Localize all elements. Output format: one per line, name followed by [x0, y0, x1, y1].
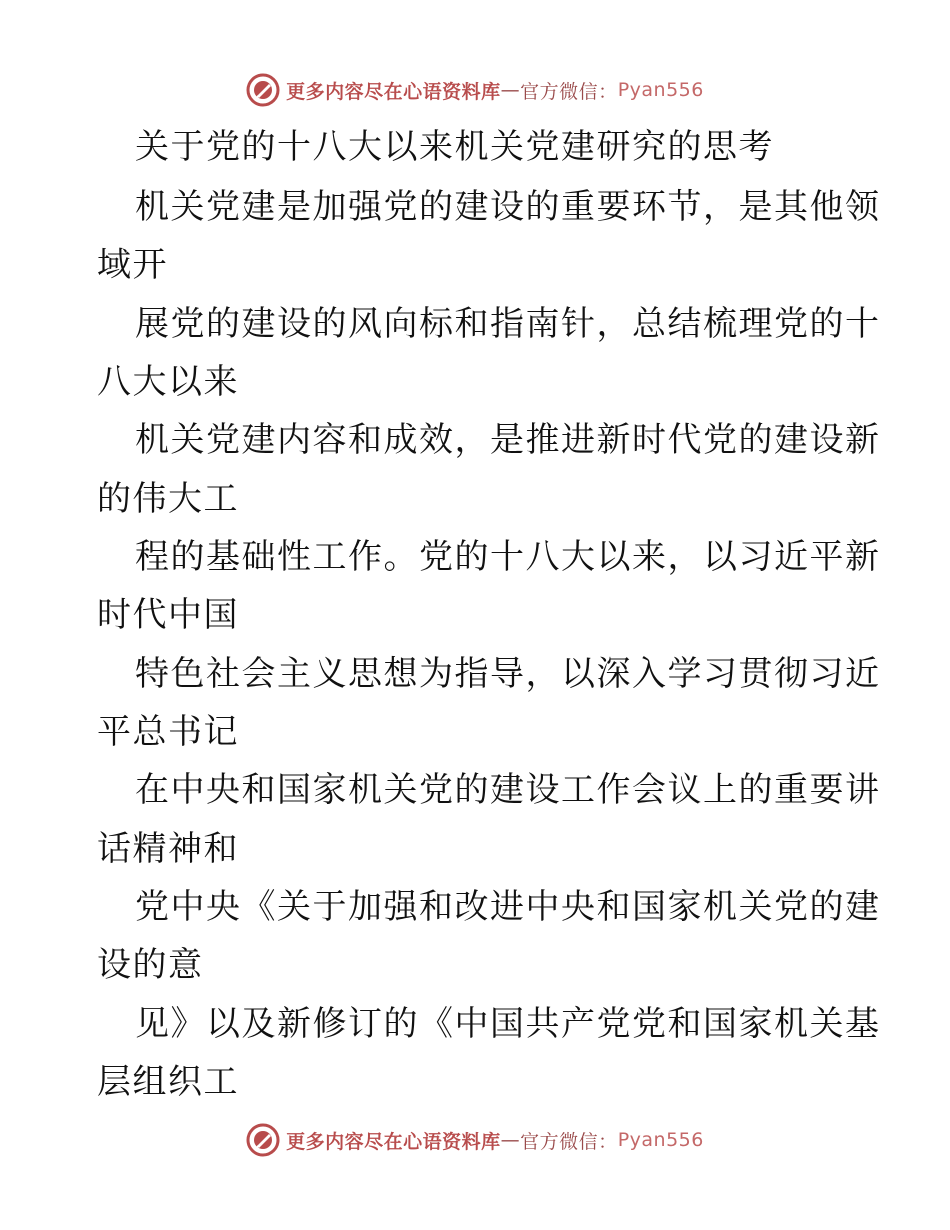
document-title: 关于党的十八大以来机关党建研究的思考	[135, 127, 774, 167]
banner-dash: —	[500, 79, 521, 101]
banner-wechat-label: 官方微信：	[520, 80, 618, 103]
pen-logo-icon	[246, 1123, 280, 1157]
paragraph-line: 话精神和	[97, 829, 239, 869]
paragraph-line: 域开	[97, 245, 168, 285]
paragraph-line: 八大以来	[97, 362, 239, 402]
banner-wechat-id: Pyan556	[617, 79, 704, 101]
paragraph-line: 层组织工	[97, 1062, 239, 1102]
paragraph-line: 的伟大工	[97, 479, 239, 519]
header-watermark-banner	[0, 70, 950, 110]
paragraph-line: 党中央《关于加强和改进中央和国家机关党的建	[135, 887, 881, 927]
banner-dash: —	[500, 1129, 521, 1151]
paragraph-line: 特色社会主义思想为指导，以深入学习贯彻习近	[135, 654, 881, 694]
paragraph-line: 程的基础性工作。党的十八大以来，以习近平新	[135, 537, 881, 577]
paragraph-line: 设的意	[97, 945, 204, 985]
paragraph-line: 见》以及新修订的《中国共产党党和国家机关基	[135, 1004, 881, 1044]
paragraph-line: 机关党建内容和成效，是推进新时代党的建设新	[135, 420, 881, 460]
banner-wechat-label: 官方微信：	[520, 1130, 618, 1153]
paragraph-line: 展党的建设的风向标和指南针，总结梳理党的十	[135, 304, 881, 344]
paragraph-line: 机关党建是加强党的建设的重要环节，是其他领	[135, 187, 881, 227]
paragraph-line: 在中央和国家机关党的建设工作会议上的重要讲	[135, 770, 881, 810]
footer-watermark-banner	[0, 1120, 950, 1160]
banner-main-text: 更多内容尽在心语资料库	[286, 1130, 501, 1153]
pen-logo-icon	[246, 73, 280, 107]
paragraph-line: 平总书记	[97, 712, 239, 752]
banner-wechat-id: Pyan556	[617, 1129, 704, 1151]
banner-main-text: 更多内容尽在心语资料库	[286, 80, 501, 103]
paragraph-line: 时代中国	[97, 595, 239, 635]
